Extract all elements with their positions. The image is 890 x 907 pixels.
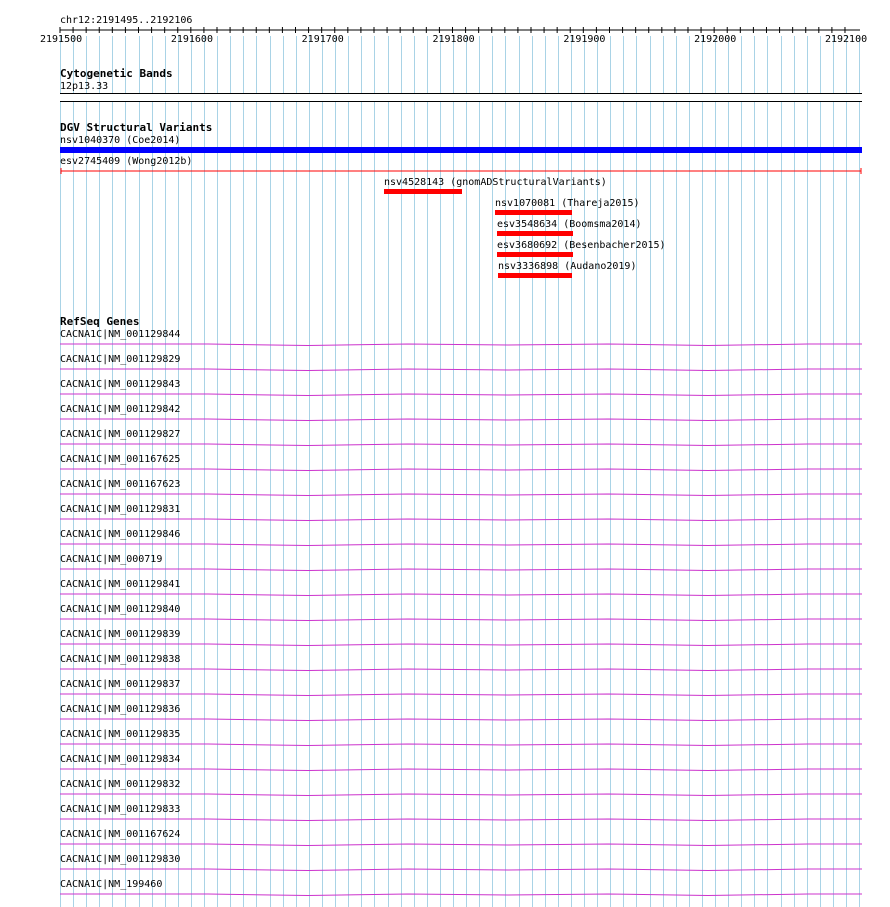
gene-intron-line[interactable] [58,640,864,648]
gene-label: CACNA1C|NM_001167625 [60,454,181,465]
gene-label: CACNA1C|NM_001129829 [60,354,181,365]
gene-label: CACNA1C|NM_001129839 [60,629,181,640]
sv-label: nsv4528143 (gnomADStructuralVariants) [384,177,607,188]
cytoband-bar[interactable] [60,93,862,102]
gene-intron-line[interactable] [58,490,864,498]
sv-label: nsv1040370 (Coe2014) [60,135,181,146]
gene-intron-line[interactable] [58,890,864,898]
gene-label: CACNA1C|NM_001129838 [60,654,181,665]
ruler-tick-label: 2191700 [301,34,344,45]
gene-intron-line[interactable] [58,790,864,798]
cytoband-label: 12p13.33 [60,81,109,92]
gene-label: CACNA1C|NM_199460 [60,879,163,890]
gene-label: CACNA1C|NM_001167624 [60,829,181,840]
gene-label: CACNA1C|NM_001129833 [60,804,181,815]
gene-intron-line[interactable] [58,340,864,348]
sv-bar[interactable] [60,147,862,153]
gene-label: CACNA1C|NM_001167623 [60,479,181,490]
gene-label: CACNA1C|NM_001129837 [60,679,181,690]
gene-intron-line[interactable] [58,665,864,673]
sv-bar[interactable] [498,273,572,278]
gene-intron-line[interactable] [58,440,864,448]
gene-intron-line[interactable] [58,715,864,723]
gene-label: CACNA1C|NM_001129835 [60,729,181,740]
sv-label: nsv3336898 (Audano2019) [498,261,637,272]
gene-intron-line[interactable] [58,865,864,873]
gene-label: CACNA1C|NM_001129846 [60,529,181,540]
gene-intron-line[interactable] [58,565,864,573]
sv-label: esv2745409 (Wong2012b) [60,156,193,167]
region-label: chr12:2191495..2192106 [60,15,193,26]
gene-label: CACNA1C|NM_000719 [60,554,163,565]
sv-bar[interactable] [384,189,462,194]
gene-label: CACNA1C|NM_001129841 [60,579,181,590]
ruler-tick-label: 2191500 [40,34,83,45]
gene-label: CACNA1C|NM_001129832 [60,779,181,790]
ruler-tick-label: 2191800 [432,34,475,45]
cytoband-track-title: Cytogenetic Bands [60,67,173,80]
gene-intron-line[interactable] [58,765,864,773]
gene-intron-line[interactable] [58,815,864,823]
gene-intron-line[interactable] [58,365,864,373]
gene-intron-line[interactable] [58,415,864,423]
sv-label: esv3680692 (Besenbacher2015) [497,240,666,251]
gene-label: CACNA1C|NM_001129831 [60,504,181,515]
gene-intron-line[interactable] [58,465,864,473]
gene-label: CACNA1C|NM_001129834 [60,754,181,765]
gene-intron-line[interactable] [58,615,864,623]
gene-intron-line[interactable] [58,840,864,848]
gene-label: CACNA1C|NM_001129840 [60,604,181,615]
ruler-tick-label: 2191900 [563,34,606,45]
sv-bar[interactable] [497,252,573,257]
gene-intron-line[interactable] [58,690,864,698]
gene-label: CACNA1C|NM_001129843 [60,379,181,390]
gene-intron-line[interactable] [58,515,864,523]
gene-label: CACNA1C|NM_001129836 [60,704,181,715]
ruler-tick-label: 2191600 [170,34,213,45]
refseq-track-title: RefSeq Genes [60,315,140,328]
sv-bar[interactable] [495,210,572,215]
gene-label: CACNA1C|NM_001129844 [60,329,181,340]
gene-label: CACNA1C|NM_001129830 [60,854,181,865]
gene-intron-line[interactable] [58,540,864,548]
gene-intron-line[interactable] [58,390,864,398]
dgv-track-title: DGV Structural Variants [60,121,213,134]
ruler-tick-label: 2192000 [694,34,737,45]
gene-intron-line[interactable] [58,740,864,748]
sv-bar[interactable] [497,231,573,236]
ruler-tick-label: 2192100 [824,34,868,45]
gene-intron-line[interactable] [58,590,864,598]
sv-label: esv3548634 (Boomsma2014) [497,219,642,230]
gene-label: CACNA1C|NM_001129827 [60,429,181,440]
gene-label: CACNA1C|NM_001129842 [60,404,181,415]
sv-bar[interactable] [58,166,864,176]
sv-label: nsv1070081 (Thareja2015) [495,198,640,209]
